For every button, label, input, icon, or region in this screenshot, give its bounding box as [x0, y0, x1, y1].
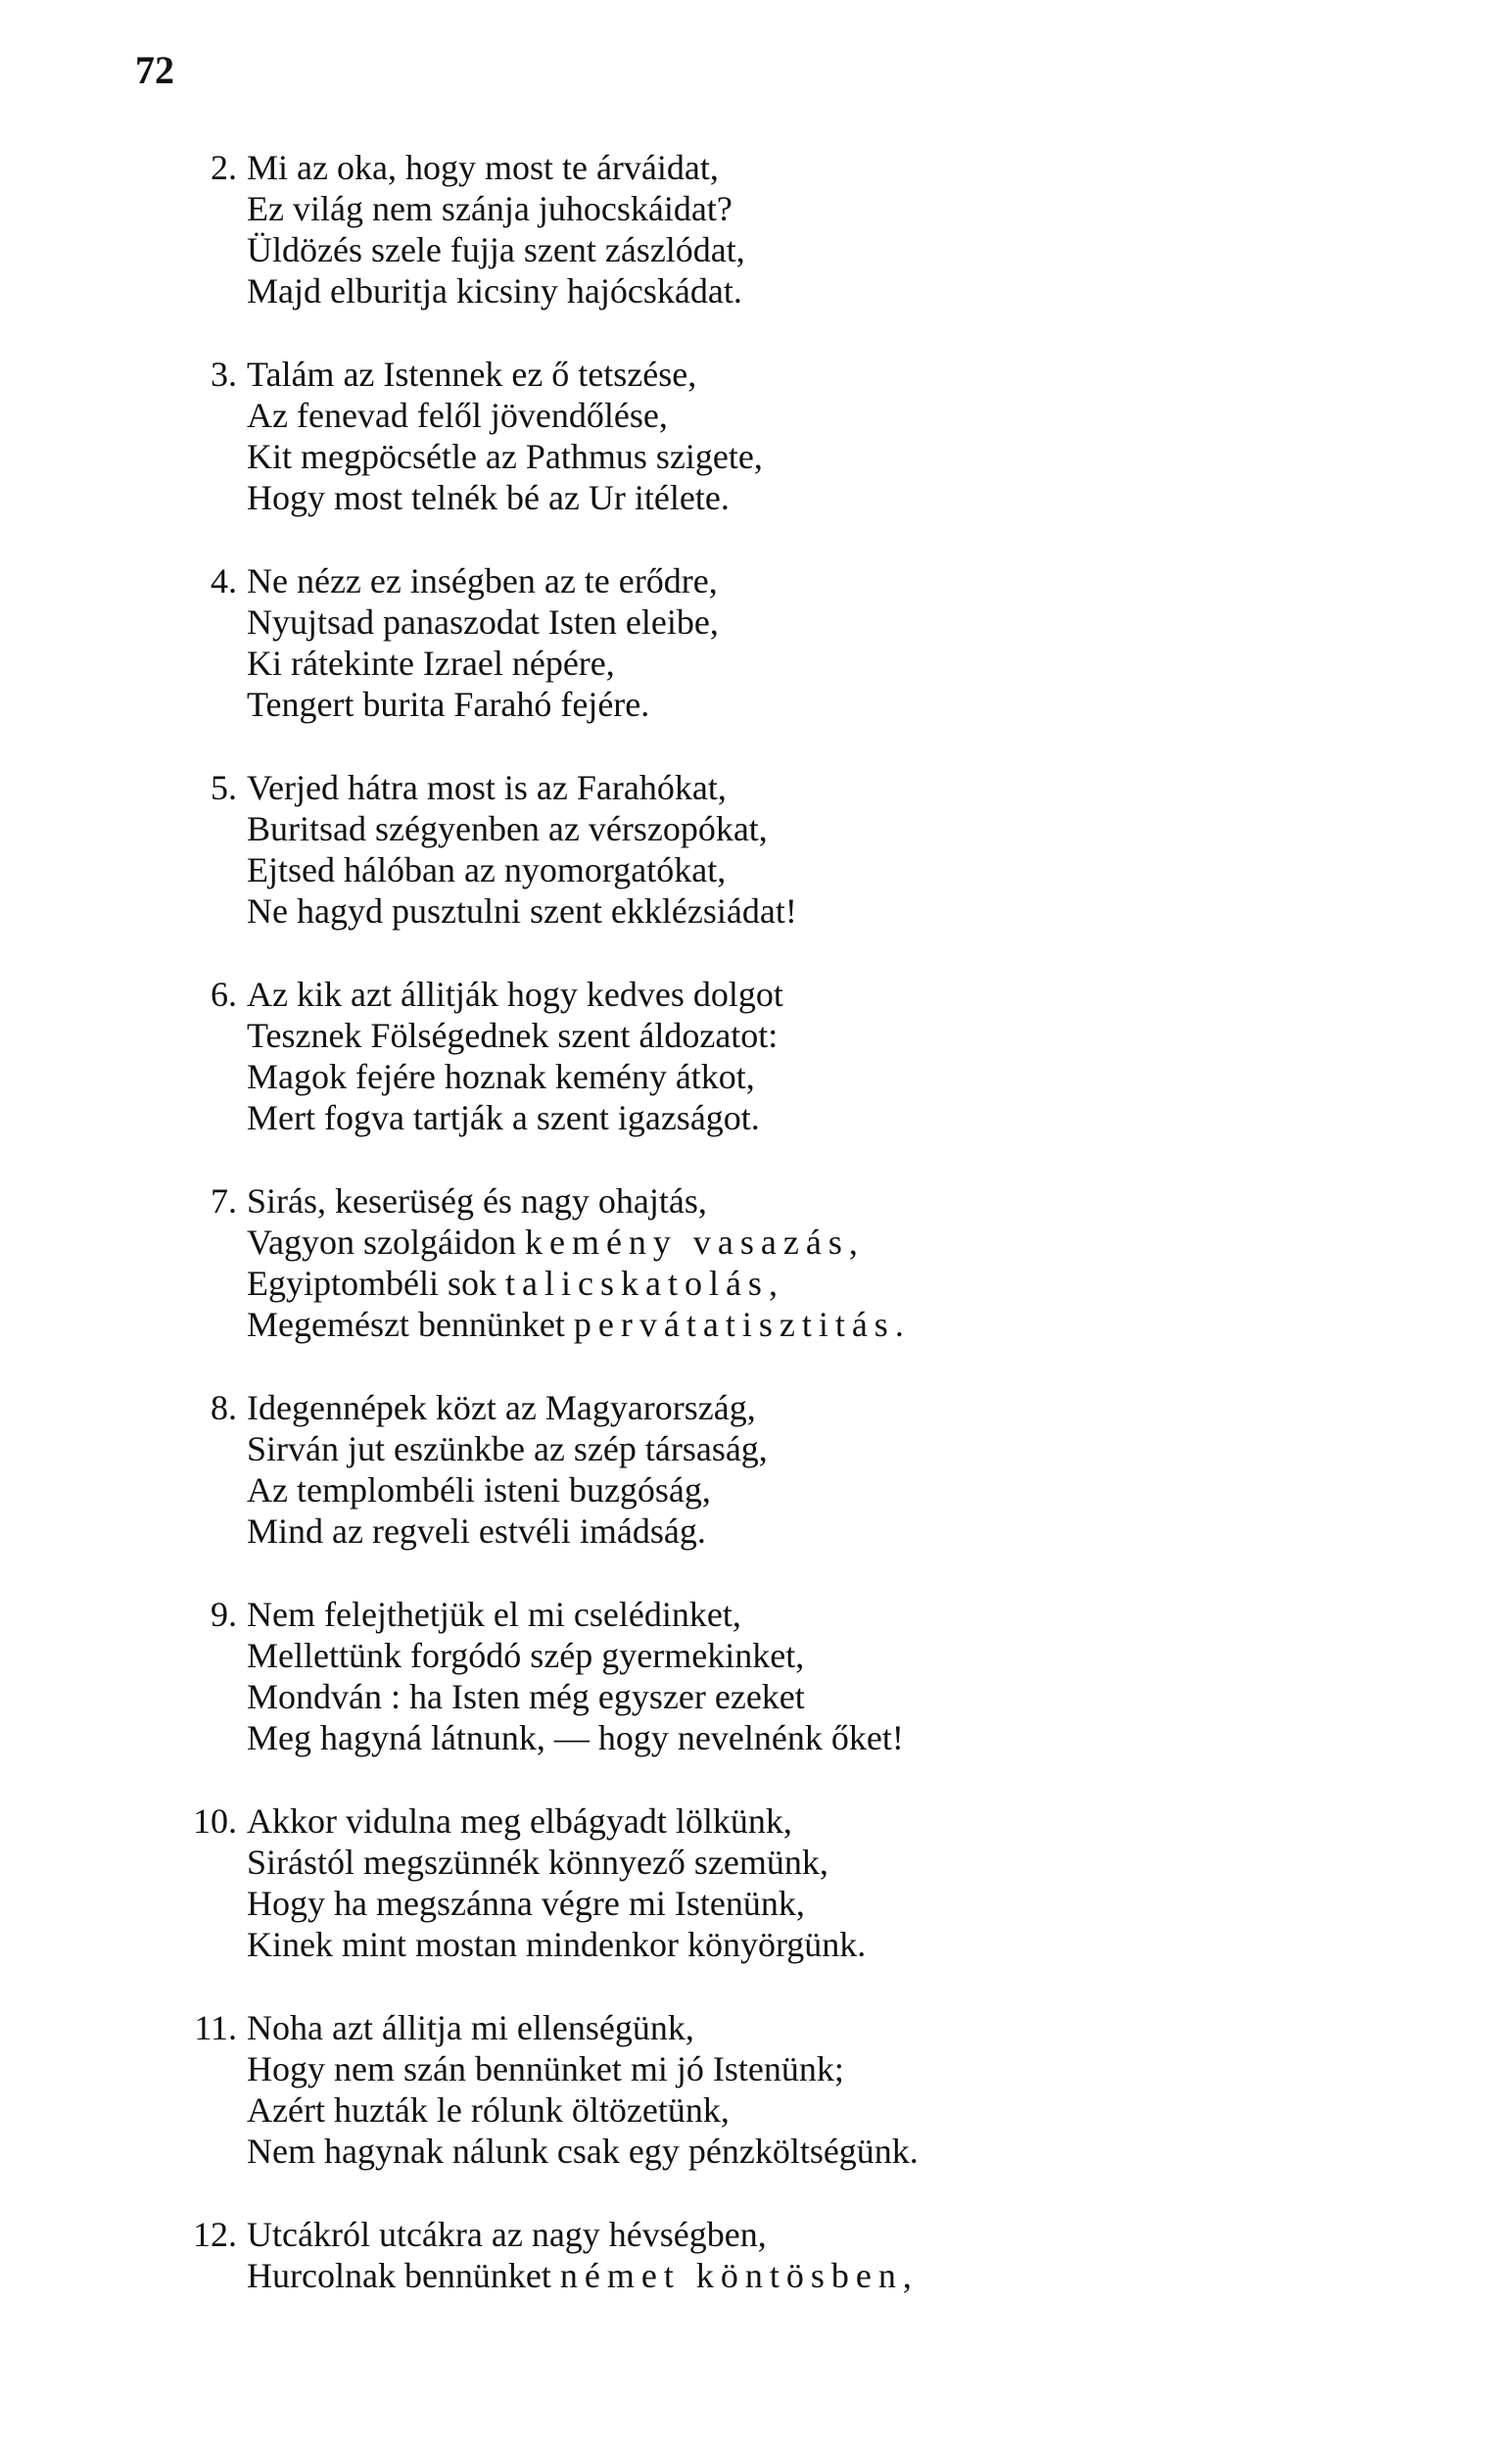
spaced-emphasis: kemény vasazás: [524, 1223, 849, 1262]
spaced-emphasis: talicskatolás: [505, 1264, 769, 1303]
poem-line: Kinek mint mostan mindenkor könyörgünk.: [247, 1925, 867, 1964]
stanza: [166, 1387, 1244, 1552]
poem-line: [247, 1263, 1244, 1304]
poem-line: Hogy ha megszánna végre mi Istenünk,: [247, 1884, 805, 1923]
poem-line: Ne hagyd pusztulni szent ekklézsiádat!: [247, 891, 797, 931]
poem-line: Üldözés szele fujja szent zászlódat,: [247, 230, 745, 269]
poem-line: Verjed hátra most is az Farahókat,: [247, 768, 727, 807]
poem-line: Talám az Istennek ez ő tetszése,: [247, 355, 697, 394]
poem-line: Kit megpöcsétle az Pathmus szigete,: [247, 437, 763, 476]
spaced-emphasis: német köntösben: [559, 2256, 903, 2295]
poem: [166, 147, 1244, 2338]
stanza-number: 6.: [211, 975, 237, 1014]
stanza-number: 3.: [211, 355, 237, 394]
poem-line: [247, 1222, 1244, 1263]
line-punctuation: .: [894, 1305, 904, 1344]
poem-line: Az kik azt állitják hogy kedves dolgot: [247, 975, 783, 1014]
stanza: [166, 147, 1244, 312]
stanza-number: 12.: [193, 2215, 237, 2254]
spaced-emphasis: pervátatisztitás: [573, 1305, 895, 1344]
poem-line: Hogy nem szán bennünket mi jó Istenünk;: [247, 2049, 844, 2088]
poem-line: Sirástól megszünnék könnyező szemünk,: [247, 1843, 828, 1882]
line-text: Utcákról utcákra az nagy hévségben,: [247, 2215, 767, 2254]
stanza: [166, 2007, 1244, 2172]
line-punctuation: ,: [902, 2256, 912, 2295]
stanza-number: 10.: [193, 1801, 237, 1841]
page-number: 72: [135, 48, 174, 92]
poem-line: Ejtsed hálóban az nyomorgatókat,: [247, 850, 727, 889]
line-text: Vagyon szolgáidon: [247, 1223, 525, 1262]
stanza-number: 2.: [211, 148, 237, 187]
poem-line: Azért huzták le rólunk öltözetünk,: [247, 2090, 730, 2130]
poem-line: [247, 1180, 1244, 1222]
poem-line: Majd elburitja kicsiny hajócskádat.: [247, 271, 742, 311]
line-text: Sirás, keserüség és nagy ohajtás,: [247, 1181, 707, 1221]
poem-line: Ne nézz ez inségben az te erődre,: [247, 561, 718, 600]
stanza: [166, 974, 1244, 1138]
poem-line: Noha azt állitja mi ellenségünk,: [247, 2008, 694, 2047]
poem-line: Az templombéli isteni buzgóság,: [247, 1470, 711, 1510]
poem-line: Nyujtsad panaszodat Isten eleibe,: [247, 602, 719, 642]
poem-line: Mellettünk forgódó szép gyermekinket,: [247, 1636, 805, 1675]
poem-line: Hogy most telnék bé az Ur itélete.: [247, 478, 730, 517]
line-punctuation: ,: [848, 1223, 858, 1262]
line-text: Megemészt bennünket: [247, 1305, 574, 1344]
stanza: [166, 1594, 1244, 1758]
stanza: [166, 560, 1244, 725]
poem-line: Meg hagyná látnunk, — hogy nevelnénk őket!: [247, 1718, 904, 1757]
line-punctuation: ,: [768, 1264, 778, 1303]
poem-line: Ez világ nem szánja juhocskáidat?: [247, 189, 732, 228]
poem-line: Az fenevad felől jövendőlése,: [247, 396, 668, 435]
poem-line: Nem felejthetjük el mi cselédinket,: [247, 1595, 741, 1634]
stanza-number: 4.: [211, 561, 237, 600]
poem-line: Mi az oka, hogy most te árváidat,: [247, 148, 719, 187]
stanza-number: 8.: [211, 1388, 237, 1427]
stanza-number: 11.: [194, 2008, 237, 2047]
poem-line: Akkor vidulna meg elbágyadt lölkünk,: [247, 1801, 792, 1841]
stanza: [166, 2214, 1244, 2296]
poem-line: Idegennépek közt az Magyarország,: [247, 1388, 756, 1427]
stanza: [166, 354, 1244, 518]
line-text: Egyiptombéli sok: [247, 1264, 505, 1303]
poem-line: Ki rátekinte Izrael népére,: [247, 644, 615, 683]
stanza-number: 7.: [211, 1181, 237, 1221]
stanza: [166, 767, 1244, 932]
stanza: [166, 1800, 1244, 1965]
poem-line: [247, 2214, 1244, 2255]
poem-line: Mondván : ha Isten még egyszer ezeket: [247, 1677, 805, 1716]
poem-line: Nem hagynak nálunk csak egy pénzköltségünk.: [247, 2132, 919, 2171]
poem-line: [247, 1304, 1244, 1345]
poem-line: Buritsad szégyenben az vérszopókat,: [247, 809, 768, 848]
poem-line: Magok fejére hoznak kemény átkot,: [247, 1057, 755, 1096]
poem-line: [247, 2255, 1244, 2296]
stanza: [166, 1180, 1244, 1345]
poem-line: Mert fogva tartják a szent igazságot.: [247, 1098, 760, 1137]
poem-line: Tesznek Fölségednek szent áldozatot:: [247, 1016, 779, 1055]
stanza-number: 5.: [211, 768, 237, 807]
stanza-number: 9.: [211, 1595, 237, 1634]
poem-line: Mind az regveli estvéli imádság.: [247, 1511, 706, 1551]
line-text: Hurcolnak bennünket: [247, 2256, 560, 2295]
poem-line: Sirván jut eszünkbe az szép társaság,: [247, 1429, 768, 1468]
poem-line: Tengert burita Farahó fejére.: [247, 685, 650, 724]
